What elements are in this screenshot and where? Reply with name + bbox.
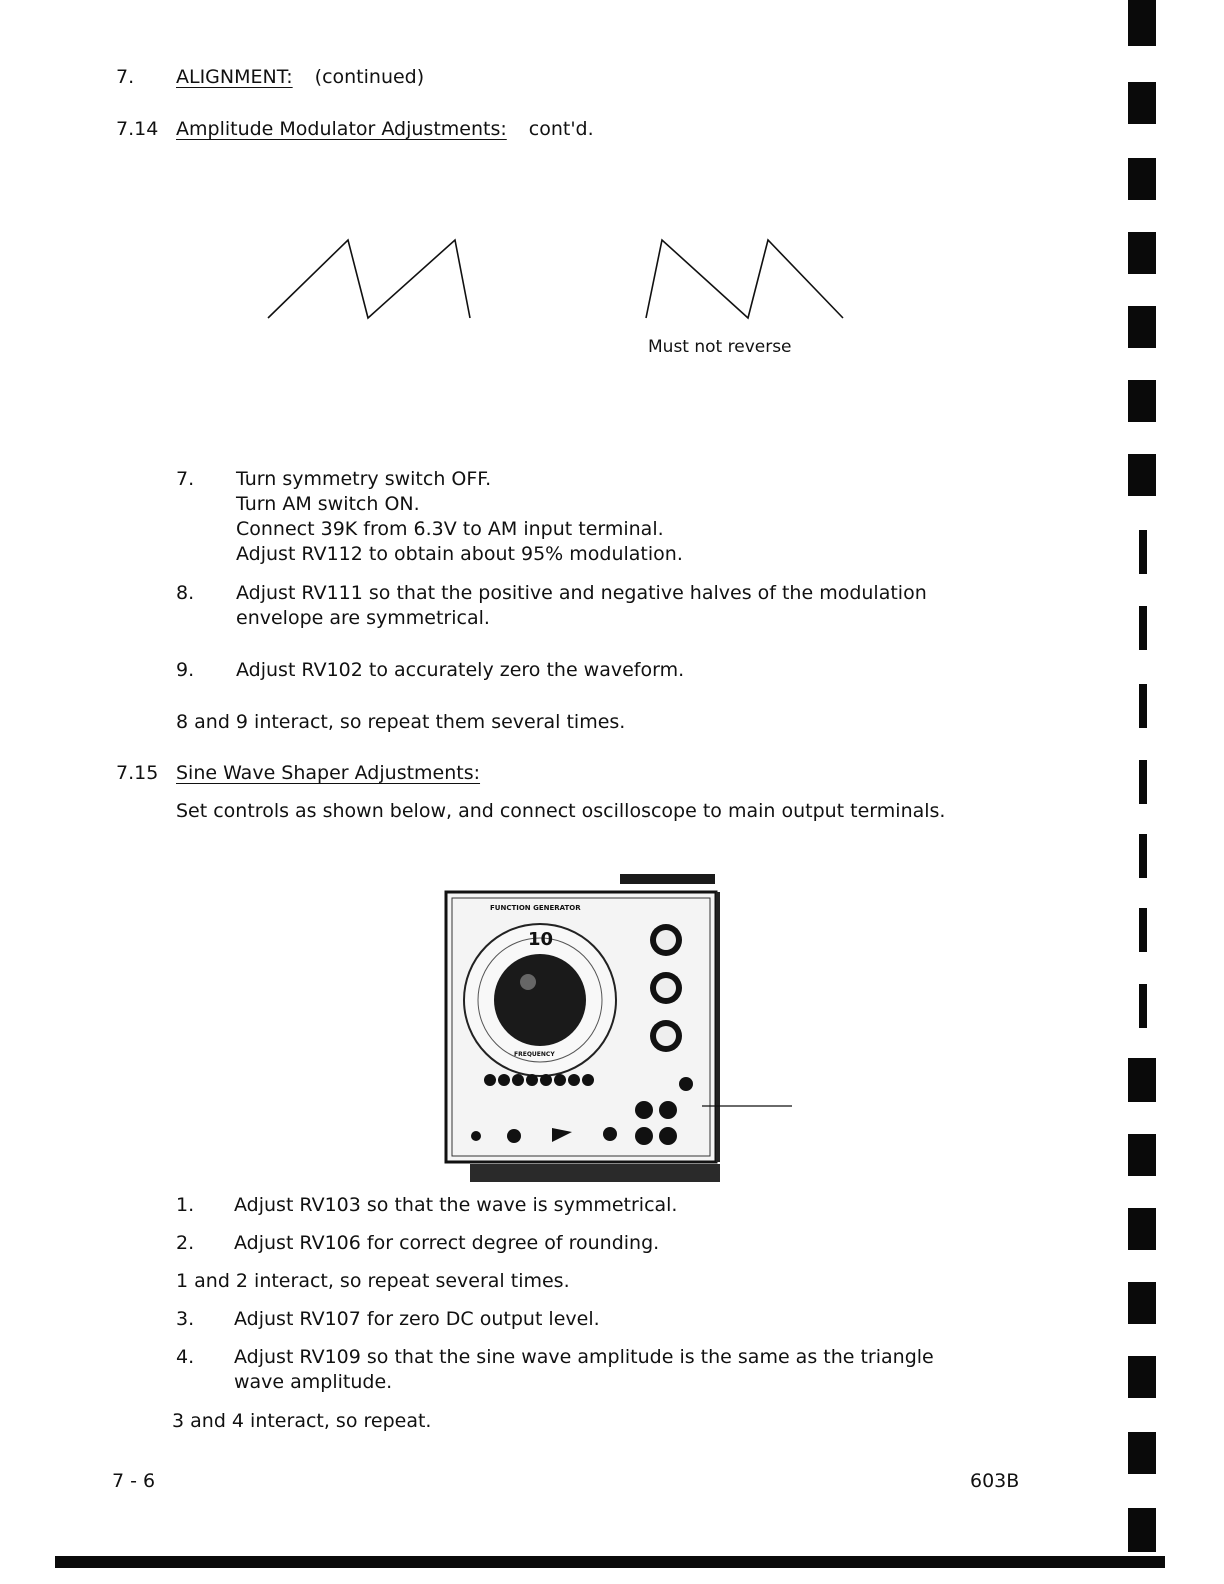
- binder-mark: [1139, 606, 1147, 650]
- sawtooth-reversed: [646, 240, 843, 318]
- offset-knob-face: [656, 978, 676, 998]
- binder-mark: [1128, 1356, 1156, 1398]
- step-number: 9.: [176, 659, 195, 681]
- binder-mark: [1128, 158, 1156, 200]
- subsection-7-14-title: Amplitude Modulator Adjustments:: [176, 118, 507, 140]
- step-number: 2.: [176, 1232, 195, 1254]
- step-line: Adjust RV112 to obtain about 95% modulation.: [236, 543, 683, 565]
- binder-mark: [1139, 908, 1147, 952]
- step-text: Adjust RV103 so that the wave is symmetrical.: [234, 1194, 678, 1216]
- subsection-7-14-number: 7.14: [116, 118, 159, 140]
- dial-label: FREQUENCY: [514, 1051, 555, 1058]
- binder-mark: [1128, 306, 1156, 348]
- dial-knob: [494, 954, 586, 1046]
- subsection-7-15-number: 7.15: [116, 762, 159, 784]
- dial-number: 10: [528, 929, 554, 950]
- step-7: [176, 468, 683, 568]
- page-number: 7 - 6: [112, 1470, 156, 1492]
- section-title: ALIGNMENT:: [176, 66, 293, 88]
- step-2: [176, 1232, 659, 1254]
- step-line: Adjust RV109 so that the sine wave amplitude is the same as the triangle: [234, 1346, 934, 1368]
- subsection-7-15-heading: [116, 762, 480, 784]
- interact-note-c: 3 and 4 interact, so repeat.: [172, 1410, 432, 1432]
- step-line: Turn symmetry switch OFF.: [236, 468, 492, 490]
- step-4: [176, 1346, 934, 1396]
- binder-mark: [1128, 380, 1156, 422]
- binder-mark: [1139, 530, 1147, 574]
- diagram-caption: Must not reverse: [648, 337, 792, 357]
- step-1: [176, 1194, 677, 1216]
- sawtooth-correct: [268, 240, 470, 318]
- bottom-scan-edge: [55, 1556, 1165, 1568]
- step-9: [176, 659, 684, 681]
- binder-mark: [1128, 232, 1156, 274]
- step-3: [176, 1308, 600, 1330]
- binder-mark: [1128, 1508, 1156, 1552]
- model-number: 603B: [970, 1470, 1020, 1492]
- binder-mark: [1139, 760, 1147, 804]
- section-number: 7.: [116, 66, 135, 88]
- section-heading: [116, 66, 424, 88]
- step-number: 3.: [176, 1308, 195, 1330]
- instruction-text: Set controls as shown below, and connect oscilloscope to main output terminals.: [176, 800, 946, 822]
- binder-mark: [1128, 1058, 1156, 1102]
- subsection-7-15-title: Sine Wave Shaper Adjustments:: [176, 762, 481, 784]
- symmetry-knob-face: [656, 1026, 676, 1046]
- waveform-diagram: [260, 230, 860, 330]
- binder-mark: [1128, 1282, 1156, 1324]
- dial-knob-highlight: [520, 974, 536, 990]
- step-number: 7.: [176, 468, 195, 490]
- subsection-7-14-note: cont'd.: [528, 118, 594, 140]
- binder-mark: [1128, 0, 1156, 46]
- binder-mark: [1128, 1134, 1156, 1176]
- step-text: Adjust RV106 for correct degree of rounding.: [234, 1232, 660, 1254]
- binder-mark: [1139, 984, 1147, 1028]
- step-line: Adjust RV111 so that the positive and negative halves of the modulation: [236, 582, 927, 604]
- section-note: (continued): [314, 66, 425, 88]
- binder-mark: [1128, 454, 1156, 496]
- step-line: Adjust RV107 for zero DC output level.: [234, 1308, 600, 1330]
- binder-mark: [1139, 684, 1147, 728]
- binder-mark: [1128, 82, 1156, 124]
- step-line: Adjust RV102 to accurately zero the waveform.: [236, 659, 685, 681]
- function-generator-photo: [440, 870, 800, 1190]
- panel-title: FUNCTION GENERATOR: [490, 904, 581, 912]
- binder-mark: [1128, 1432, 1156, 1474]
- step-line: envelope are symmetrical.: [236, 607, 490, 629]
- step-number: 1.: [176, 1194, 195, 1216]
- subsection-7-14-heading: [116, 118, 594, 140]
- step-line: wave amplitude.: [234, 1371, 393, 1393]
- interact-note-b: 1 and 2 interact, so repeat several times.: [176, 1270, 570, 1292]
- interact-note-a: 8 and 9 interact, so repeat them several times.: [176, 711, 626, 733]
- binder-mark: [1139, 834, 1147, 878]
- step-8: [176, 582, 927, 632]
- step-number: 8.: [176, 582, 195, 604]
- amplitude-knob-face: [656, 930, 676, 950]
- step-line: Connect 39K from 6.3V to AM input terminal.: [236, 518, 664, 540]
- binder-mark: [1128, 1208, 1156, 1250]
- step-line: Turn AM switch ON.: [236, 493, 420, 515]
- step-number: 4.: [176, 1346, 195, 1368]
